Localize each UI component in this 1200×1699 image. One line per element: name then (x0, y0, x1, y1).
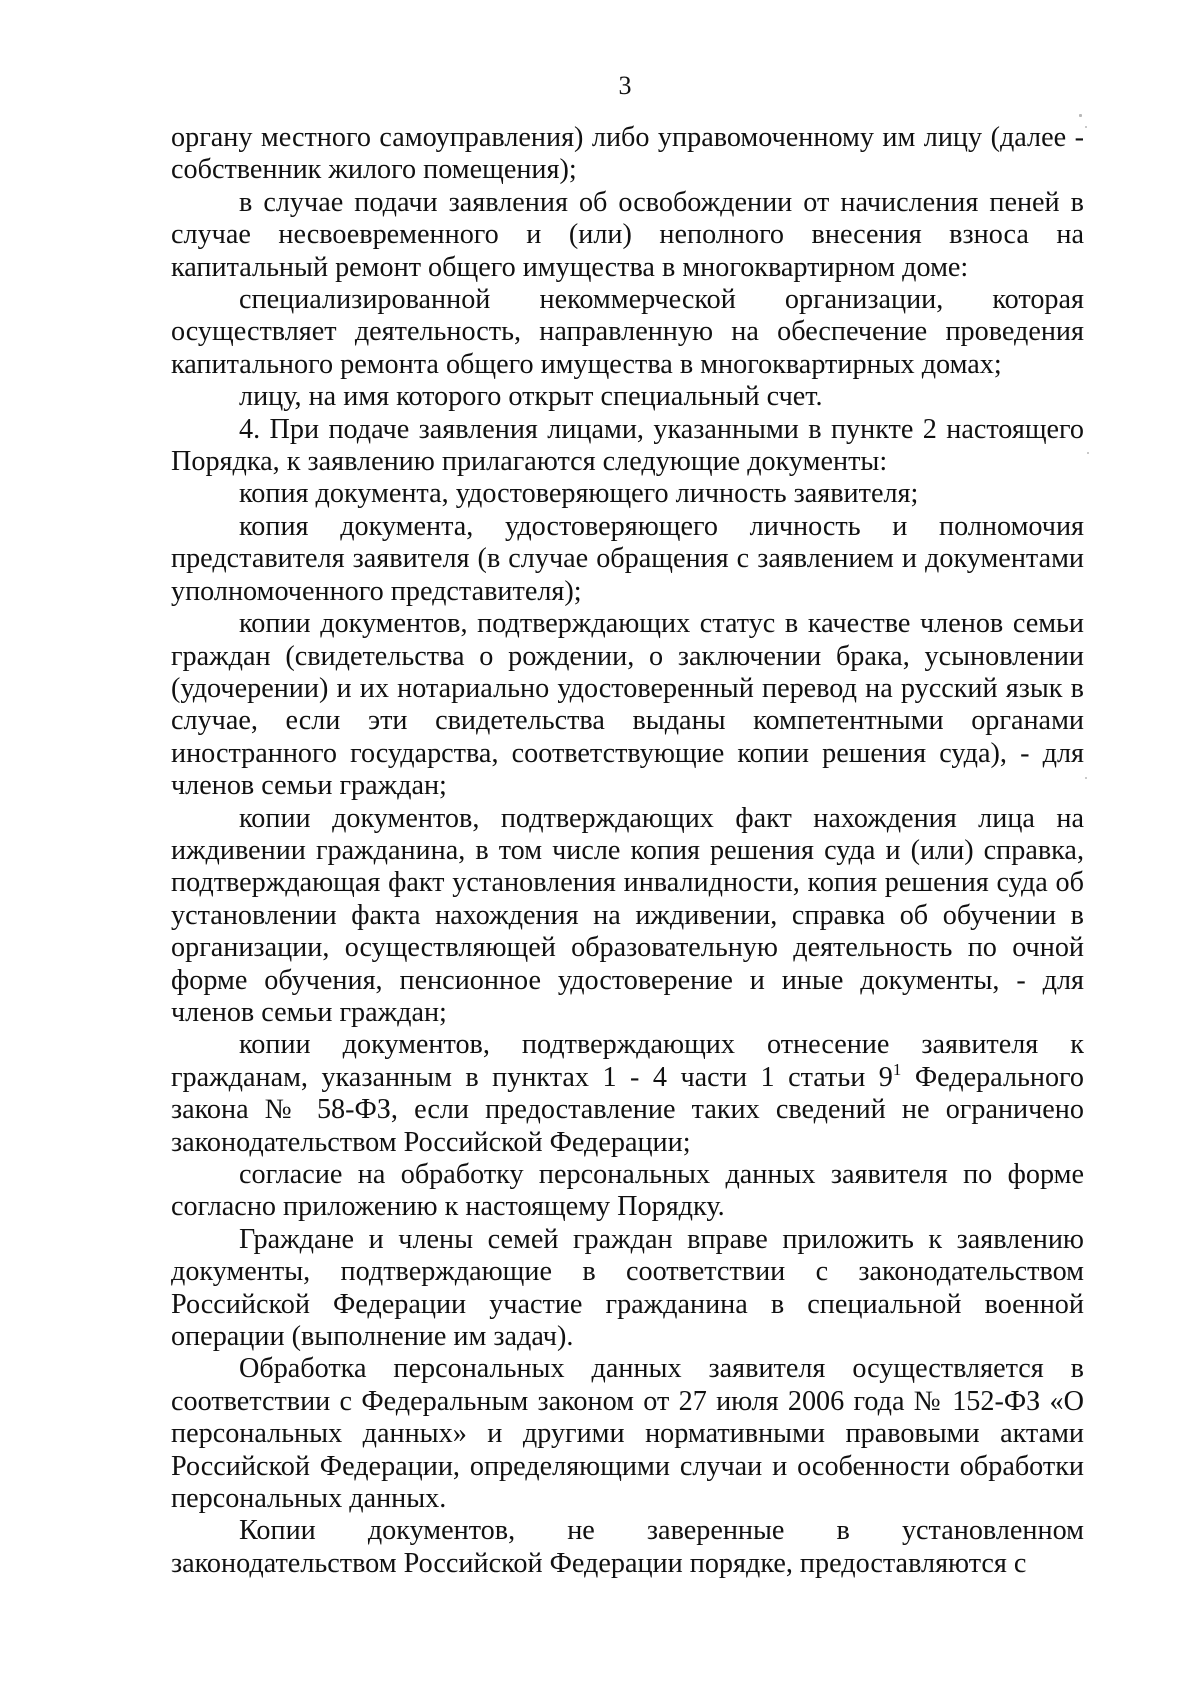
paragraph-clause-4-intro: 4. При подаче заявления лицами, указанными в пункте 2 настоящего Порядка, к заявлению прилагаются следующие документы: (171, 413, 1084, 478)
paragraph-applicant-id-copy: копия документа, удостоверяющего личность заявителя; (239, 478, 919, 510)
paragraph-family-status-documents: копии документов, подтверждающих статус в качестве членов семьи граждан (свидетельства о рождении, о заключении брака, усыновлении (удочерении) и их нотариально удостоверенный перевод на русский язык в случае, если эти свидетельства выданы компетентными органами иностранного государства, соответствующие копии решения суда), - для членов семьи граждан; (171, 608, 1084, 802)
citizen-category-text-start: копии документов, подтверждающих отнесение заявителя к гражданам, указанным в пунктах 1 - 4 части 1 статьи 9 (171, 1029, 1084, 1093)
paragraph-specialized-organization: специализированной некоммерческой организации, которая осуществляет деятельность, направленную на обеспечение проведения капитального ремонта общего имущества в многоквартирных домах; (171, 284, 1084, 380)
paragraph-property-owner: органу местного самоуправления) либо управомоченному им лицу (далее - собственник жилого помещения); (171, 122, 1084, 186)
paragraph-penalty-exemption-case: в случае подачи заявления об освобождении от начисления пеней в случае несвоевременного и (или) неполного внесения взноса на капитальный ремонт общего имущества в многоквартирном доме: (171, 186, 1084, 283)
document-body (171, 122, 1084, 1580)
paragraph-personal-data-consent: согласие на обработку персональных данных заявителя по форме согласно приложению к настоящему Порядку. (171, 1159, 1084, 1223)
scan-dust-mark (1079, 114, 1082, 117)
scan-dust-mark (1087, 452, 1089, 454)
paragraph-dependency-documents: копии документов, подтверждающих факт нахождения лица на иждивении гражданина, в том числе копия решения суда и (или) справка, подтверждающая факт установления инвалидности, копия решения суда об установлении факта нахождения на иждивении, справка об обучении в организации, осуществляющей образовательную деятельность по очной форме обучения, пенсионное удостоверение и иные документы, - для членов семьи граждан; (171, 802, 1084, 1028)
paragraph-special-account-holder: лицу, на имя которого открыт специальный счет. (239, 381, 823, 413)
scan-dust-mark (1085, 777, 1087, 779)
scan-dust-mark (1085, 126, 1087, 128)
paragraph-uncertified-copies: Копии документов, не заверенные в установленном законодательством Российской Федерации порядке, предоставляются с (171, 1515, 1084, 1579)
article-superscript: 1 (892, 1059, 902, 1079)
paragraph-military-operation-documents: Граждане и члены семей граждан вправе приложить к заявлению документы, подтверждающие в соответствии с законодательством Российской Федерации участие гражданина в специальной военной операции (выполнение им задач). (171, 1223, 1084, 1353)
paragraph-representative-documents: копия документа, удостоверяющего личность и полномочия представителя заявителя (в случае обращения с заявлением и документами уполномоченного представителя); (171, 510, 1084, 607)
citizen-category-text-end: Федерального закона № 58-ФЗ, если предоставление таких сведений не ограничено законодательством Российской Федерации; (171, 1061, 1084, 1158)
paragraph-personal-data-processing: Обработка персональных данных заявителя осуществляется в соответствии с Федеральным законом от 27 июля 2006 года № 152-ФЗ «О персональных данных» и другими нормативными правовыми актами Российской Федерации, определяющими случаи и особенности обработки персональных данных. (171, 1353, 1084, 1515)
page-number: 3 (618, 71, 632, 100)
paragraph-citizen-category-documents (171, 1029, 1084, 1159)
